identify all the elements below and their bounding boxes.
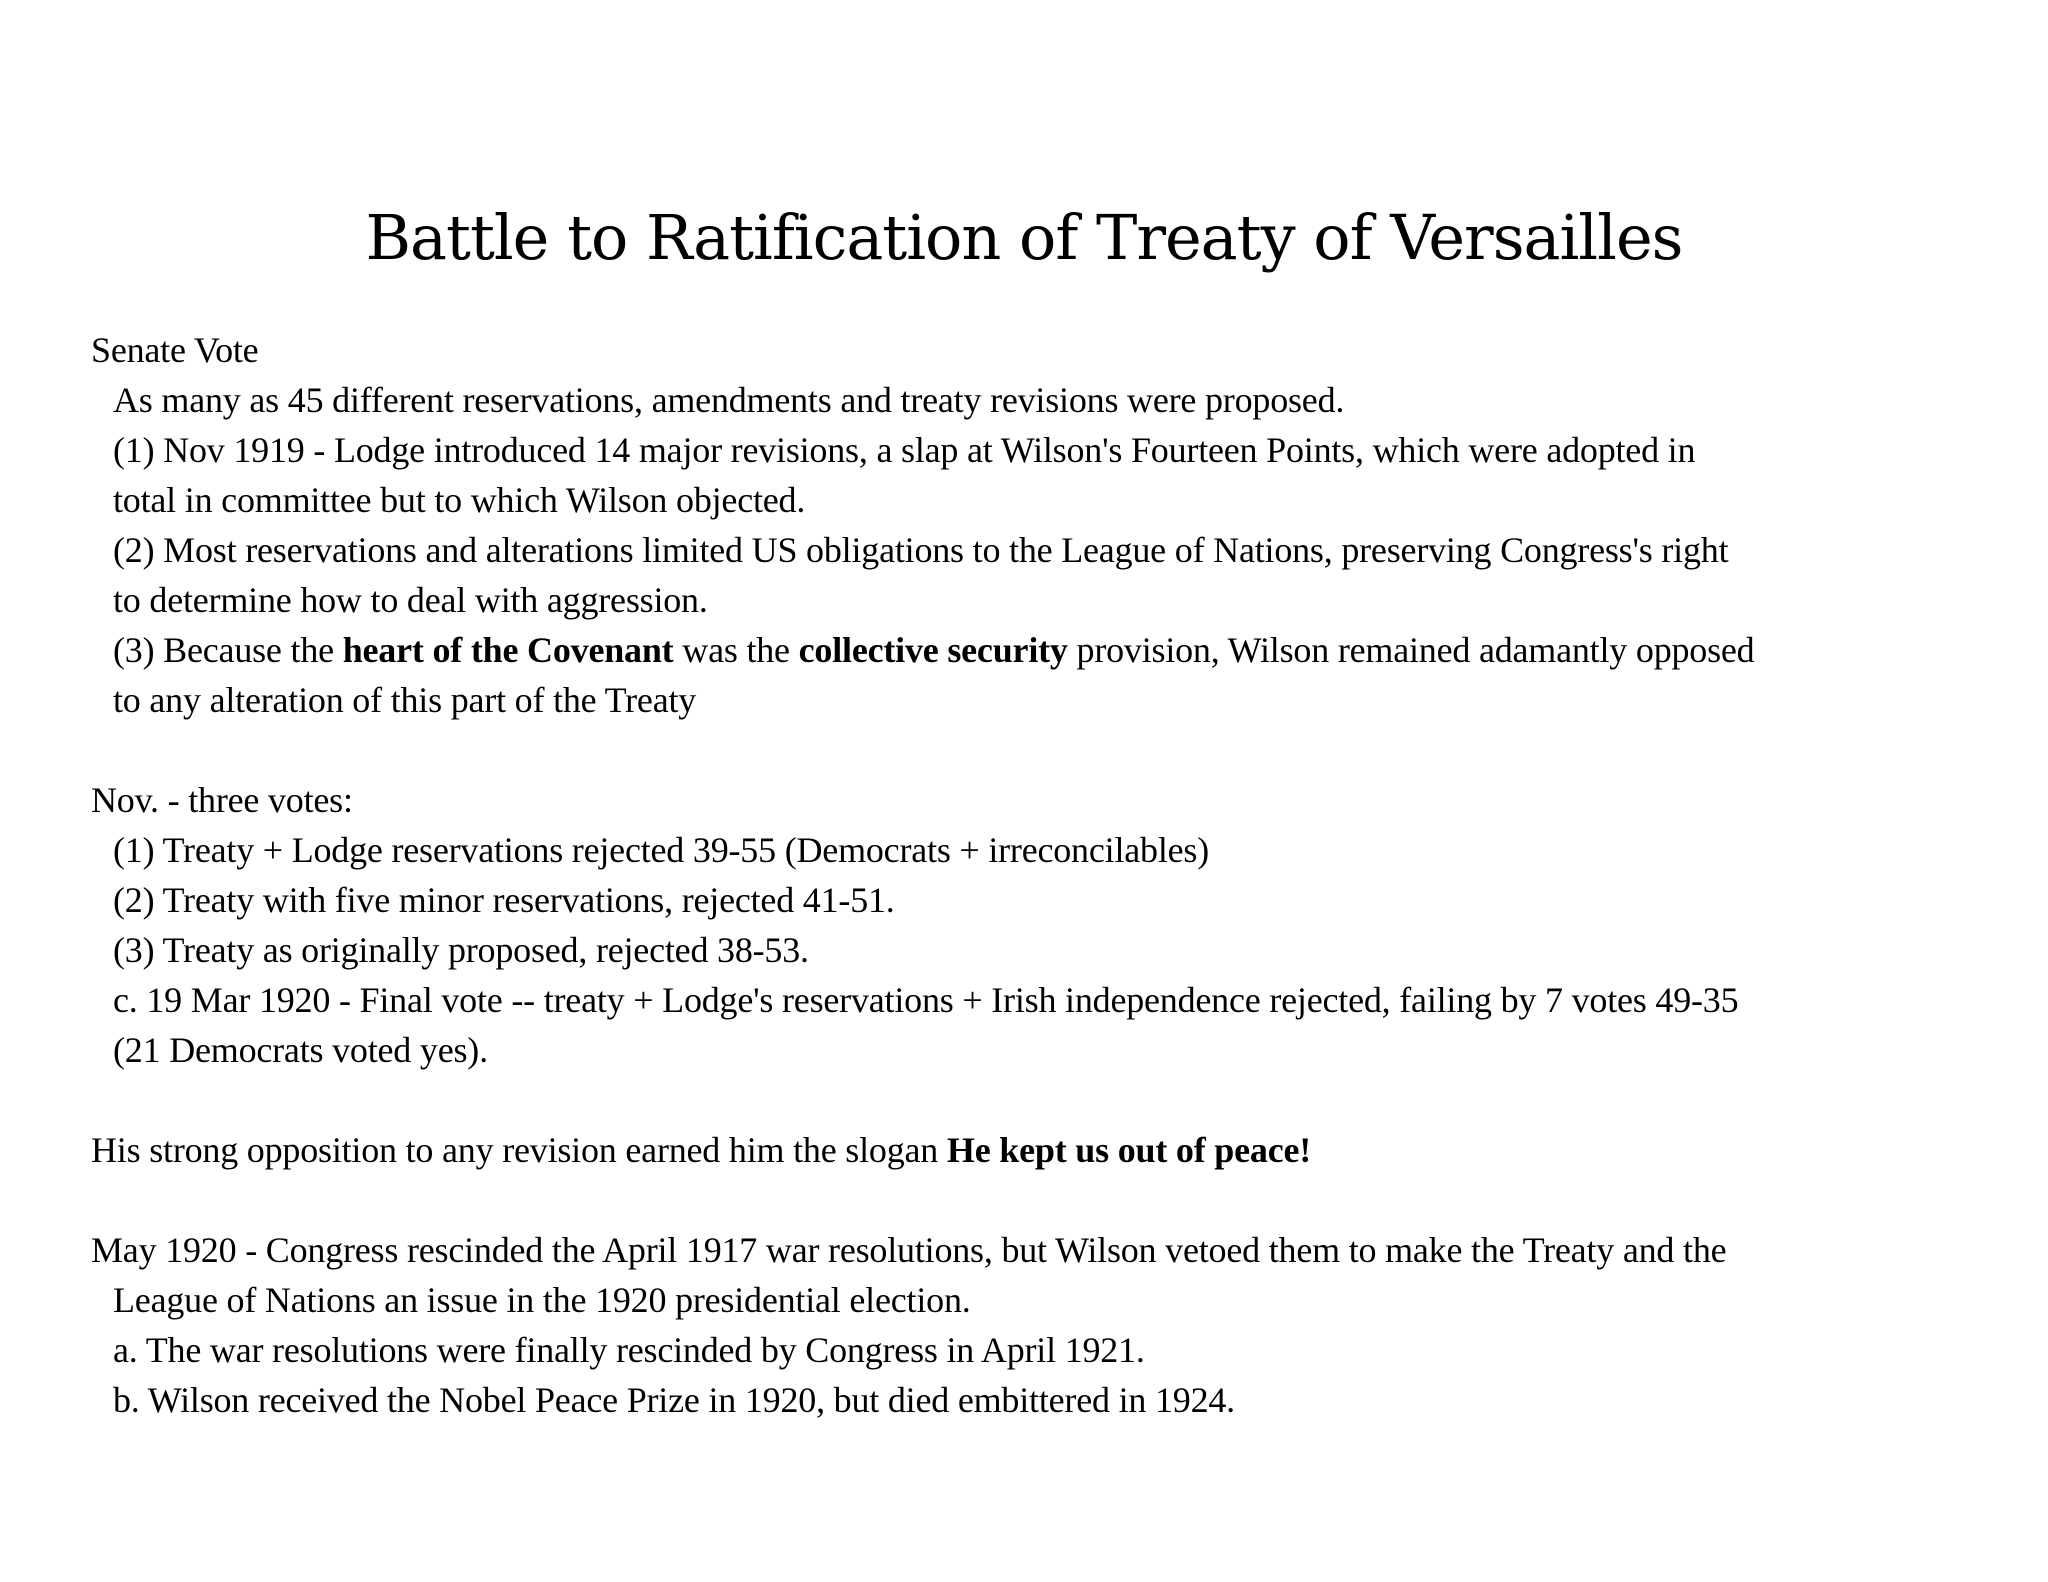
senate-point-3-text-a: (3) Because the (113, 630, 343, 670)
final-vote-line-1: c. 19 Mar 1920 - Final vote -- treaty + Lodge's reservations + Irish independence rejected, failing by 7 votes 49-35 (113, 980, 1739, 1020)
may-1920-line-1: May 1920 - Congress rescinded the April 1917 war resolutions, but Wilson vetoed them to make the Treaty and the (91, 1230, 1727, 1270)
senate-vote-section (91, 325, 2011, 725)
slogan-text: His strong opposition to any revision earned him the slogan (91, 1130, 947, 1170)
vote-3-text: (3) Treaty as originally proposed, rejected 38-53. (113, 930, 809, 970)
senate-intro-text: As many as 45 different reservations, amendments and treaty revisions were proposed. (113, 380, 1345, 420)
slide-body (91, 325, 2011, 1425)
senate-point-2-line-1: (2) Most reservations and alterations limited US obligations to the League of Nations, preserving Congress's right (113, 530, 1729, 570)
senate-point-3-text-b: was the (673, 630, 799, 670)
spacer (91, 1175, 2011, 1225)
may-1920-line-2: League of Nations an issue in the 1920 presidential election. (113, 1280, 971, 1320)
senate-point-1-line-1: (1) Nov 1919 - Lodge introduced 14 major revisions, a slap at Wilson's Fourteen Points, which were adopted in (113, 430, 1696, 470)
final-vote-line-2: (21 Democrats voted yes). (113, 1030, 488, 1070)
may-1920-item-b: b. Wilson received the Nobel Peace Prize in 1920, but died embittered in 1924. (113, 1380, 1235, 1420)
may-1920-item-a: a. The war resolutions were finally rescinded by Congress in April 1921. (113, 1330, 1145, 1370)
senate-point-1-line-2: total in committee but to which Wilson objected. (113, 480, 806, 520)
slogan-line (91, 1125, 2011, 1175)
november-votes-heading: Nov. - three votes: (91, 780, 353, 820)
heart-of-covenant-bold: heart of the Covenant (342, 630, 674, 670)
senate-point-2-line-2: to determine how to deal with aggression. (113, 580, 708, 620)
spacer (91, 725, 2011, 775)
collective-security-bold: collective security (798, 630, 1068, 670)
senate-vote-heading: Senate Vote (91, 330, 259, 370)
may-1920-section (91, 1225, 2011, 1425)
senate-point-3-text-c: provision, Wilson remained adamantly opposed (1067, 630, 1755, 670)
november-votes-section (91, 775, 2011, 1075)
slide-title: Battle to Ratification of Treaty of Versailles (365, 201, 1683, 274)
senate-point-3-line-1 (91, 625, 2011, 675)
senate-point-3-line-2: to any alteration of this part of the Treaty (113, 680, 697, 720)
spacer (91, 1075, 2011, 1125)
vote-2-text: (2) Treaty with five minor reservations, rejected 41-51. (113, 880, 895, 920)
vote-1-text: (1) Treaty + Lodge reservations rejected 39-55 (Democrats + irreconcilables) (113, 830, 1210, 870)
slogan-bold: He kept us out of peace! (946, 1130, 1312, 1170)
